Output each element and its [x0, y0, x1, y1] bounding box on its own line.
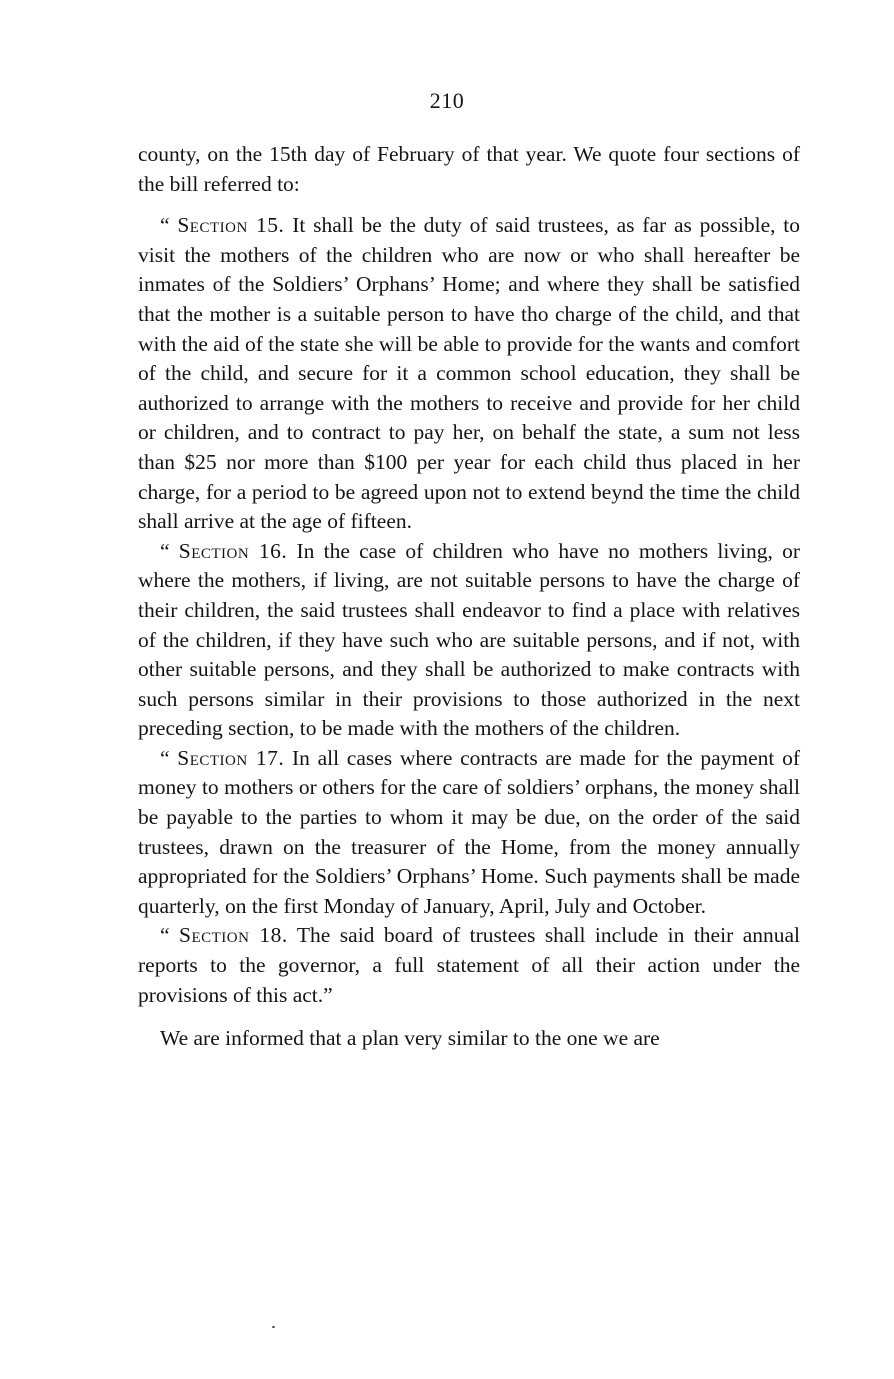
- section-label: Section 16.: [178, 538, 288, 563]
- ink-speck: [272, 1326, 275, 1328]
- body-text: [138, 140, 800, 1054]
- section-18-paragraph: [138, 921, 800, 1010]
- page-number: 210: [429, 88, 465, 113]
- section-text: In all cases where contracts are made for the payment of money to mothers or others for the care of soldiers’ orphans, the money shall be payable to the parties to whom it may be due, on the order of the said trustees, drawn on the treasurer of the Home, from the money annually appropriated for the Soldiers’ Orphans’ Home. Such payments shall be made quarterly, on the first Monday of January, April, July and October.: [138, 745, 800, 918]
- section-text: In the case of children who have no mothers living, or where the mothers, if living, are not suitable persons to have the charge of their children, the said trustees shall endeavor to find a place with relatives of the children, if they have such who are suitable persons, and if not, with other suitable persons, and they shall be authorized to make contracts with such persons similar in their provisions to those authorized in the next preceding section, to be made with the mothers of the children.: [138, 538, 801, 741]
- section-16-paragraph: [138, 537, 800, 744]
- section-text: It shall be the duty of said trustees, as far as possible, to visit the mothers of the children who are now or who shall hereafter be inmates of the Soldiers’ Orphans’ Home; and where they shall be satisfied that the mother is a suitable person to have tho charge of the child, and that with the aid of the state she will be able to provide for the wants and comfort of the child, and secure for it a common school education, they shall be authorized to arrange with the mothers to receive and provide for her child or children, and to contract to pay her, on behalf the state, a sum not less than $25 nor more than $100 per year for each child thus placed in her charge, for a period to be agreed upon not to extend beynd the time the child shall arrive at the age of fifteen.: [138, 213, 800, 534]
- section-15-paragraph: [138, 211, 800, 537]
- section-label: Section 15.: [177, 213, 285, 238]
- open-quote: “: [160, 745, 178, 770]
- section-17-paragraph: [138, 744, 800, 922]
- open-quote: “: [160, 538, 179, 563]
- open-quote: “: [160, 923, 180, 948]
- intro-paragraph: county, on the 15th day of February of that year. We quote four sections of the bill referred to:: [138, 142, 800, 196]
- closing-paragraph: We are informed that a plan very similar to the one we are: [160, 1026, 660, 1051]
- section-label: Section 18.: [179, 923, 288, 948]
- section-label: Section 17.: [177, 745, 285, 770]
- section-text: The said board of trustees shall include in their annual reports to the governor, a full statement of all their action under the provisions of this act.”: [138, 923, 801, 1007]
- open-quote: “: [160, 213, 178, 238]
